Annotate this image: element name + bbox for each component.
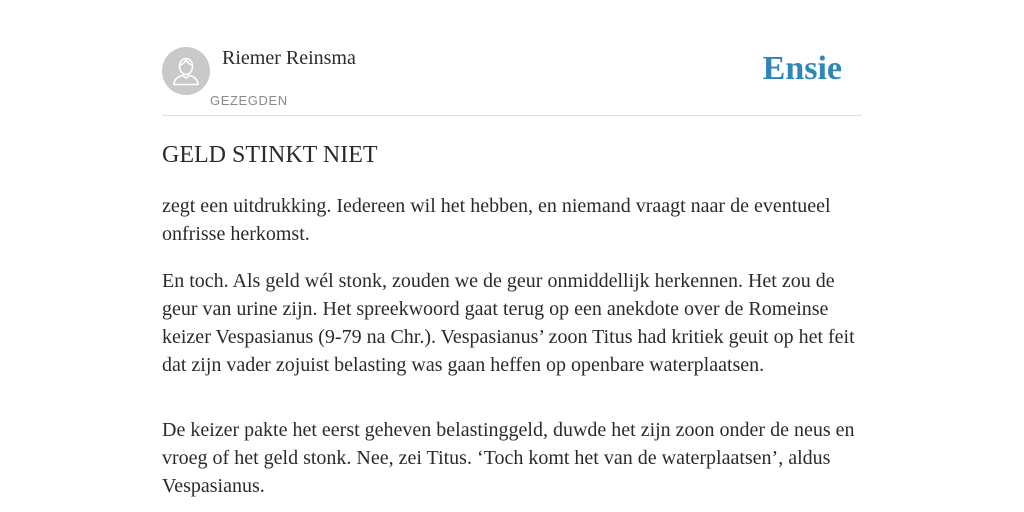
author-avatar[interactable] — [162, 47, 210, 95]
category-label[interactable]: GEZEGDEN — [210, 93, 288, 108]
article-body — [162, 192, 862, 512]
article-paragraph-2: En toch. Als geld wél stonk, zouden we de geur onmiddellijk herkennen. Het zou de geur van urine zijn. Het spreekwoord gaat terug op een anekdote over de Romeinse keizer Vespasianus (9-79 na Chr.). Vespasianus’ zoon Titus had kritiek geuit op het feit dat zijn vader zojuist belasting was gaan heffen op openbare waterplaatsen. — [162, 270, 855, 376]
author-name[interactable]: Riemer Reinsma — [222, 47, 356, 69]
article-paragraph-1: zegt een uitdrukking. Iedereen wil het hebben, en niemand vraagt naar de eventueel onfrisse herkomst. — [162, 195, 831, 245]
user-silhouette-icon — [162, 47, 210, 95]
article-title: GELD STINKT NIET — [162, 142, 378, 168]
article-page — [162, 0, 862, 512]
article-header — [162, 0, 862, 116]
brand-logo[interactable]: Ensie — [762, 50, 842, 87]
article-paragraph-3: De keizer pakte het eerst geheven belastinggeld, duwde het zijn zoon onder de neus en vroeg of het geld stonk. Nee, zei Titus. ‘Toch komt het van de waterplaatsen’, aldus Vespasianus. — [162, 419, 855, 497]
